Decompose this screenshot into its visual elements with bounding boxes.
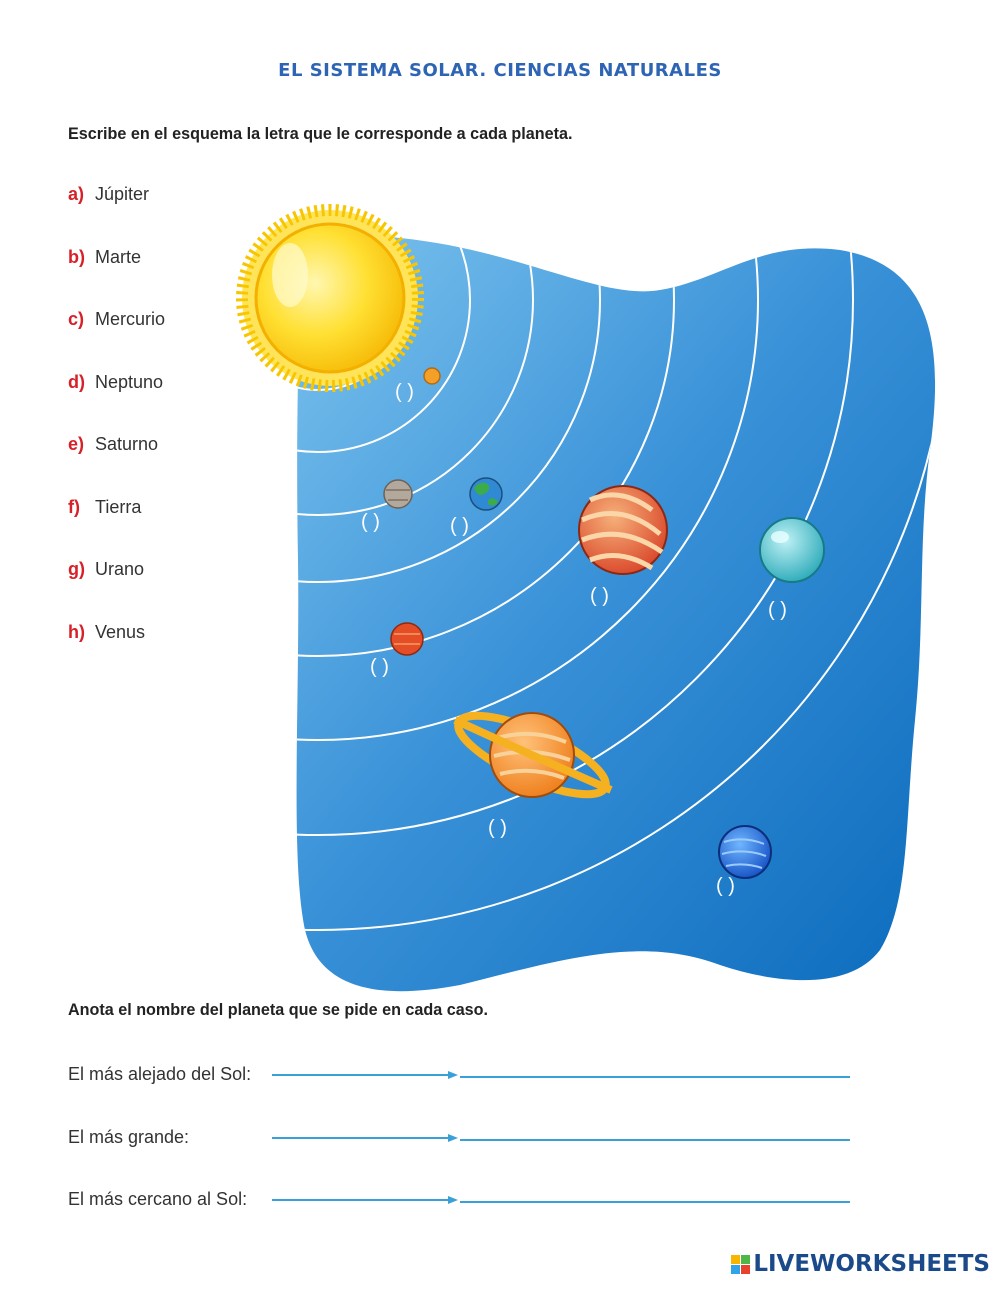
instruction-label-letters: Escribe en el esquema la letra que le corresponde a cada planeta. [68,124,573,143]
answer-blank[interactable]: ( ) [590,585,609,607]
earth-icon [470,478,502,510]
legend-letter: g) [68,559,85,579]
legend-letter: a) [68,184,85,204]
legend-letter: f) [68,496,80,517]
legend-planet-name: Júpiter [95,184,150,204]
answer-blank[interactable]: ( ) [716,875,735,897]
answer-blank[interactable]: ( ) [370,656,389,678]
answer-blank[interactable]: ( ) [768,599,787,621]
legend-letter: c) [68,309,85,329]
liveworksheets-logo-icon [731,1255,750,1274]
mars-icon [391,623,423,655]
jupiter-icon [579,486,667,574]
answer-field[interactable] [460,1201,850,1203]
neptune-icon [719,826,771,878]
question-label: El más grande: [68,1127,190,1147]
answer-field[interactable] [460,1076,850,1078]
answer-blank[interactable]: ( ) [361,511,380,533]
question-row [68,1127,868,1157]
sun-icon [242,210,418,386]
question-row [68,1064,868,1094]
instruction-label-names: Anota el nombre del planeta que se pide en cada caso. [68,1000,489,1019]
arrow-right-icon [272,1068,458,1082]
question-label: El más alejado del Sol: [68,1064,252,1084]
answer-blank[interactable]: ( ) [450,515,469,537]
legend-planet-name: Mercurio [95,309,166,329]
question-row [68,1189,868,1219]
arrow-right-icon [272,1131,458,1145]
arrow-right-icon [272,1193,458,1207]
question-label: El más cercano al Sol: [68,1189,248,1209]
legend-planet-name: Venus [95,621,146,642]
answer-field[interactable] [460,1139,850,1141]
legend-planet-name: Neptuno [95,371,164,392]
uranus-icon [760,518,824,582]
page-title: EL SISTEMA SOLAR. CIENCIAS NATURALES [278,60,722,81]
answer-blank[interactable]: ( ) [395,381,414,403]
liveworksheets-logo [731,1251,990,1277]
legend-planet-name: Marte [95,246,142,267]
legend-planet-name: Tierra [95,496,142,517]
answer-blank[interactable]: ( ) [488,817,507,839]
legend-letter: h) [68,621,85,642]
legend-letter: e) [68,434,85,454]
venus-icon [384,480,412,508]
brand-name: LIVEWORKSHEETS [753,1251,990,1277]
legend-planet-name: Saturno [95,434,159,454]
mercury-icon [424,368,440,384]
legend-planet-name: Urano [95,559,145,579]
legend-letter: b) [68,246,85,267]
legend-letter: d) [68,371,85,392]
